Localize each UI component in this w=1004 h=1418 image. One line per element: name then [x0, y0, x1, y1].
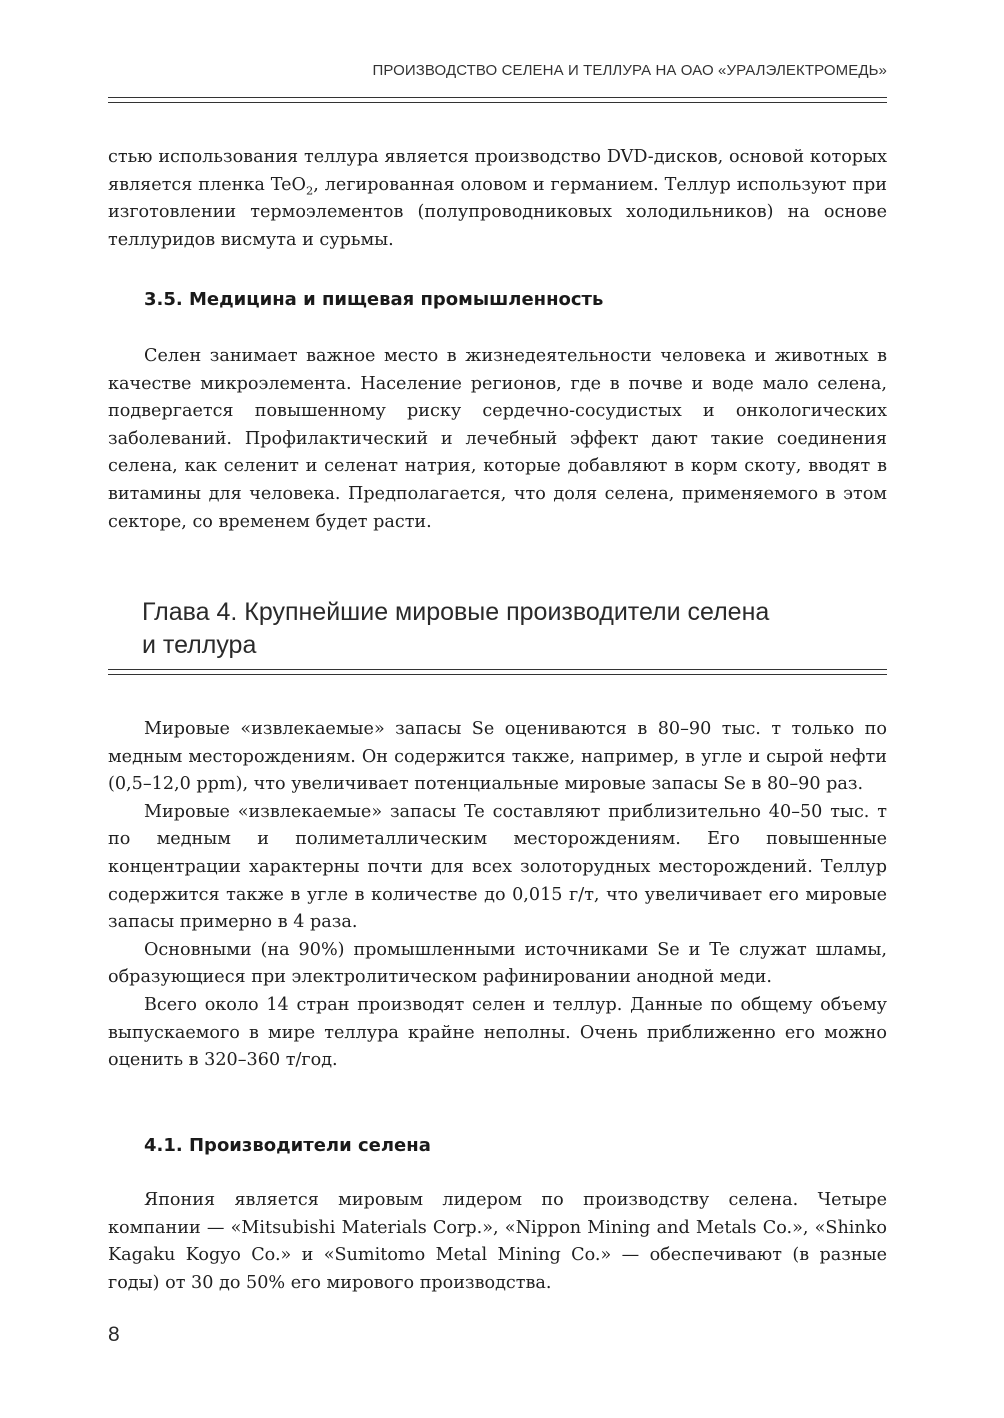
chapter-4-heading: [142, 596, 887, 662]
chapter-4-paragraph-4: Всего около 14 стран производят селен и теллур. Данные по общему объему выпускаемого в мире теллура крайне неполны. Очень приближенно его можно оценить в 320–360 т/год.: [108, 994, 887, 1071]
chapter-4-paragraph-2: Мировые «извлекаемые» запасы Te составляют приблизительно 40–50 тыс. т по медным и полиметаллическим месторождениям. Его повышенные концентрации характерны почти для всех золоторудных месторождений. Теллур содержится также в угле в количестве до 0,015 г/т, что увеличивает его мировые запасы примерно в 4 раза.: [108, 801, 887, 933]
page-number: 8: [108, 1323, 120, 1346]
chapter-rule: [108, 669, 887, 675]
section-3-5-paragraph: Селен занимает важное место в жизнедеятельности человека и животных в качестве микроэлемента. Население регионов, где в почве и воде мало селена, подвергается повышенному риску сердечно-сосудистых и онкологических заболеваний. Профилактический и лечебный эффект дают такие соединения селена, как селенит и селенат натрия, которые добавляют в корм скоту, вводят в витамины для человека. Предполагается, что доля селена, применяемого в этом секторе, со временем будет расти.: [108, 346, 887, 532]
chapter-4-paragraph-3: Основными (на 90%) промышленными источниками Se и Te служат шламы, образующиеся при электролитическом рафинировании анодной меди.: [108, 939, 887, 988]
intro-paragraph-block: [108, 144, 887, 254]
chapter-4-paragraph-1: Мировые «извлекаемые» запасы Se оцениваются в 80–90 тыс. т только по медным месторождениям. Он содержится также, например, в угле и сырой нефти (0,5–12,0 ppm), что увеличивает потенциальные мировые запасы Se в 80–90 раз.: [108, 719, 887, 795]
chapter-4-heading-line1: Глава 4. Крупнейшие мировые производители селена: [142, 598, 770, 626]
intro-paragraph: [108, 144, 887, 254]
intro-subscript: 2: [305, 183, 314, 198]
header-rule: [108, 97, 887, 103]
running-header: ПРОИЗВОДСТВО СЕЛЕНА И ТЕЛЛУРА НА ОАО «УРАЛЭЛЕКТРОМЕДЬ»: [372, 62, 887, 79]
intro-text-part2: , легированная оловом и германием. Теллур используют при изготовлении термоэлементов (полупроводниковых холодильников) на основе теллуридов висмута и сурьмы.: [108, 174, 887, 250]
section-3-5-body: [108, 343, 887, 536]
chapter-4-body: [108, 716, 887, 1075]
section-4-1-body: [108, 1187, 887, 1297]
intro-text-part1: стью использования теллура является производство DVD-дисков, основой которых является пленка TeO: [108, 147, 887, 195]
section-4-1-paragraph: Япония является мировым лидером по производству селена. Четыре компании — «Mitsubishi Materials Corp.», «Nippon Mining and Metals Co.», «Shinko Kagaku Kogyo Co.» и «Sumitomo Metal Mining Co.» — обеспечивают (в разные годы) от 30 до 50% его мирового производства.: [108, 1190, 887, 1293]
section-4-1-heading: 4.1. Производители селена: [144, 1135, 431, 1156]
chapter-4-heading-line2: и теллура: [142, 631, 257, 659]
section-3-5-heading: 3.5. Медицина и пищевая промышленность: [144, 289, 604, 310]
